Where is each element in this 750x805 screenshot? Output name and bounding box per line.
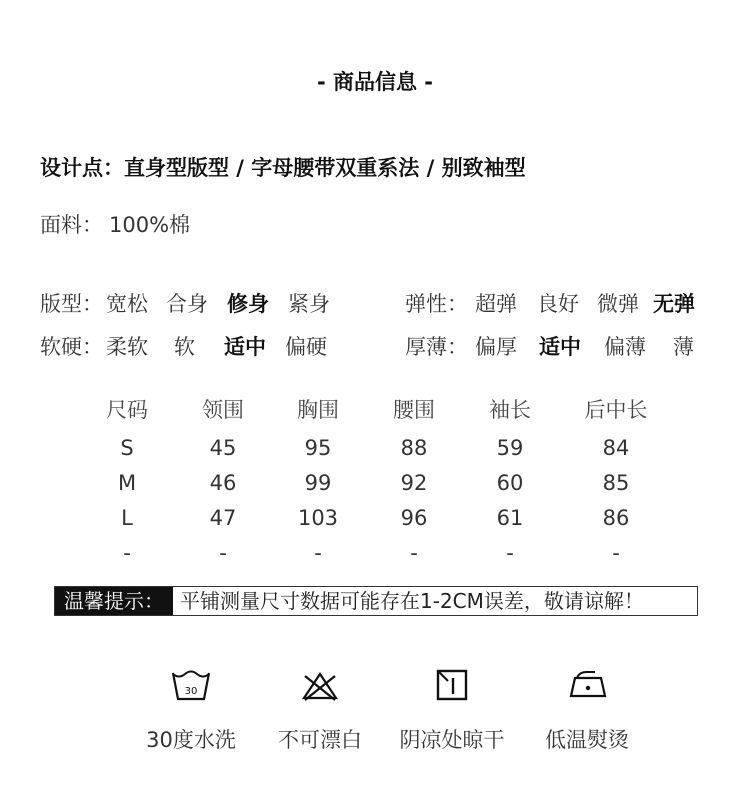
size-table-cell: - <box>612 541 620 565</box>
size-table-cell: - <box>314 541 322 565</box>
size-table-cell: S <box>120 436 134 460</box>
attr-label: 版型： <box>40 292 103 316</box>
design-point: 设计点：直身型版型 / 字母腰带双重系法 / 别致袖型 <box>40 156 526 180</box>
care-label: 不可漂白 <box>278 728 362 752</box>
attr-option: 宽松 <box>106 292 148 316</box>
notice-box <box>54 586 698 616</box>
care-bleach <box>260 668 380 754</box>
attr-option: 软 <box>174 335 195 359</box>
size-table-cell: 88 <box>400 436 428 460</box>
attr-option: 无弹 <box>653 292 695 316</box>
attr-option: 超弹 <box>475 292 517 316</box>
size-table-cell: L <box>121 506 133 530</box>
size-table-header: 尺码 <box>106 398 148 422</box>
size-table-cell: 45 <box>209 436 237 460</box>
size-table-cell: - <box>219 541 227 565</box>
attr-label: 厚薄： <box>405 335 468 359</box>
attr-option: 偏薄 <box>604 335 646 359</box>
attr-label: 弹性： <box>405 292 468 316</box>
fabric-info <box>40 209 190 239</box>
low-iron-icon <box>565 668 609 702</box>
notice-tag: 温馨提示： <box>55 587 173 615</box>
size-table-cell: 61 <box>496 506 524 530</box>
attr-label: 软硬： <box>40 335 103 359</box>
attr-option: 良好 <box>537 292 579 316</box>
size-table-cell: 46 <box>209 471 237 495</box>
care-iron <box>527 668 647 754</box>
attr-option: 偏厚 <box>475 335 517 359</box>
attr-option: 紧身 <box>288 292 330 316</box>
size-table-header: 胸围 <box>297 398 339 422</box>
care-wash <box>131 668 251 754</box>
size-table-cell: 99 <box>304 471 332 495</box>
size-table-cell: - <box>123 541 131 565</box>
size-table-cell: 84 <box>602 436 630 460</box>
attr-option: 合身 <box>166 292 208 316</box>
size-table-cell: 86 <box>602 506 630 530</box>
size-table-cell: 96 <box>400 506 428 530</box>
attr-option: 微弹 <box>597 292 639 316</box>
care-label: 阴凉处晾干 <box>399 728 505 752</box>
size-table-cell: 85 <box>602 471 630 495</box>
size-table-cell: 47 <box>209 506 237 530</box>
attr-option: 适中 <box>224 335 266 359</box>
size-table-cell: 60 <box>496 471 524 495</box>
section-title: - 商品信息 - <box>316 70 434 94</box>
size-table-cell: - <box>410 541 418 565</box>
attr-option: 薄 <box>673 335 694 359</box>
size-table-header: 袖长 <box>489 398 531 422</box>
size-table-cell: M <box>117 471 137 495</box>
notice-message: 平铺测量尺寸数据可能存在1-2CM误差，敬请谅解！ <box>180 589 644 613</box>
attr-option: 柔软 <box>106 335 148 359</box>
size-table-cell: - <box>506 541 514 565</box>
attr-option: 适中 <box>539 335 581 359</box>
wash-30-icon <box>171 668 211 702</box>
attr-option: 修身 <box>227 292 269 316</box>
shade-dry-icon <box>432 668 472 702</box>
size-table-header: 腰围 <box>393 398 435 422</box>
no-bleach-icon <box>300 668 340 702</box>
size-table-cell: 59 <box>496 436 524 460</box>
size-table-header: 领围 <box>202 398 244 422</box>
svg-text:30: 30 <box>184 686 198 697</box>
fabric-value: 100%棉 <box>109 213 191 237</box>
size-table-cell: 103 <box>297 506 339 530</box>
care-label: 30度水洗 <box>146 728 236 752</box>
size-table-header: 后中长 <box>584 398 648 422</box>
care-dry <box>392 668 512 754</box>
size-table-cell: 92 <box>400 471 428 495</box>
fabric-label: 面料： <box>40 213 103 237</box>
attr-option: 偏硬 <box>285 335 327 359</box>
size-table-cell: 95 <box>304 436 332 460</box>
care-label: 低温熨烫 <box>545 728 629 752</box>
